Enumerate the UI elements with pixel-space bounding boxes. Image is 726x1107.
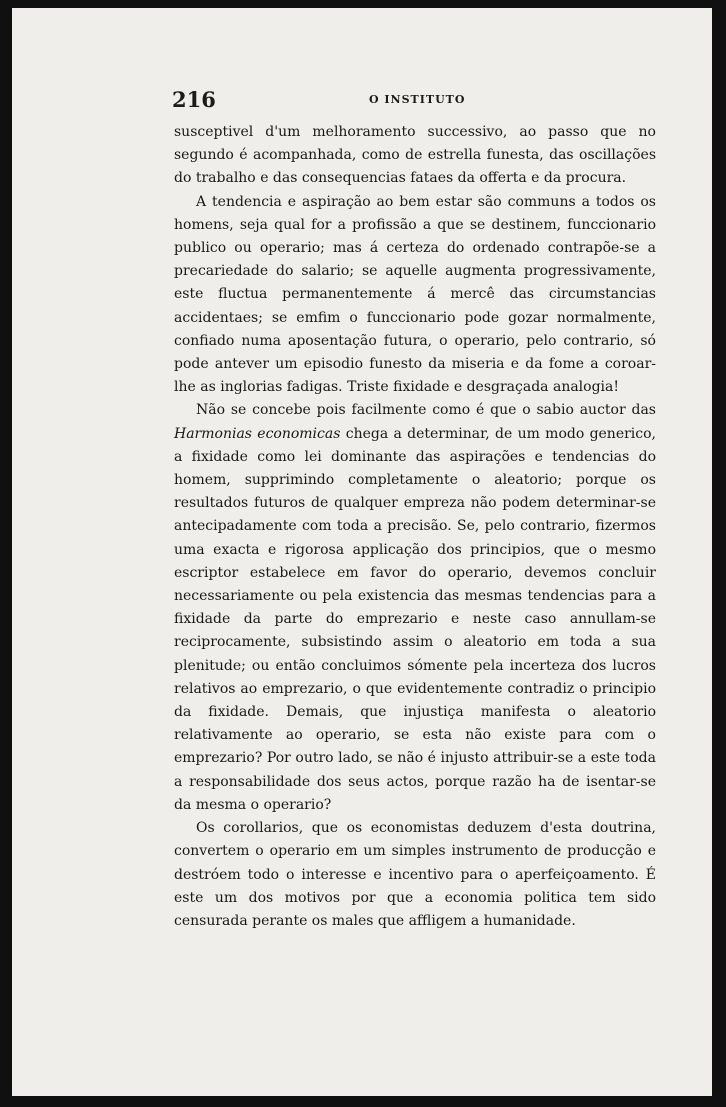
- paragraph-continuation: susceptivel d'um melhoramento successivo, ao passo que no segundo é acompanhada, como de estrella funesta, das oscillações do trabalho e das consequencias fataes da offerta e da procura.: [174, 124, 656, 187]
- paragraph-aspiration: A tendencia e aspiração ao bem estar são communs a todos os homens, seja qual for a profissão a que se destinem, funccionario publico ou operario; mas á certeza do ordenado contrapõe-se a precariedade do salario; se aquelle augmenta progressivamente, este fluctua permanentemente á mercê das circumstancias accidentaes; se emfim o funccionario pode gozar normalmente, confiado numa aposentação futura, o operario, pelo contrario, só pode antever um episodio funesto da miseria e da fome a coroar-lhe as inglorias fadigas. Triste fixidade e desgraçada analogia!: [174, 193, 656, 396]
- page-header: [172, 87, 662, 117]
- book-page: [12, 8, 712, 1096]
- body-text: [174, 121, 656, 933]
- paragraph-harmonias-rest: chega a determinar, de um modo generico, a fixidade como lei dominante das aspirações e tendencias do homem, supprimindo completamente o aleatorio; porque os resultados futuros de qualquer empreza não podem determinar-se antecipadamente com toda a precisão. Se, pelo contrario, fizermos uma exacta e rigorosa applicação dos principios, que o mesmo escriptor estabelece em favor do operario, devemos concluir necessariamente ou pela existencia das mesmas tendencias para a fixidade da parte do emprezario e neste caso annullam-se reciprocamente, subsistindo assim o aleatorio em toda a sua plenitude; ou então concluimos sómente pela incerteza dos lucros relativos ao emprezario, o que evidentemente contradiz o principio da fixidade. Demais, que injustiça manifesta o aleatorio relativamente ao operario, se esta não existe para com o emprezario? Por outro lado, se não é injusto attribuir-se a este toda a responsabilidade dos seus actos, porque razão ha de isentar-se da mesma o operario?: [174, 425, 657, 813]
- page-number: 216: [172, 87, 216, 112]
- paragraph-harmonias-start: Não se concebe pois facilmente como é que o sabio auctor das: [196, 402, 656, 419]
- paragraph-harmonias: [174, 399, 656, 817]
- paragraph-corollarios: Os corollarios, que os economistas deduzem d'esta doutrina, convertem o operario em um simples instrumento de producção e destróem todo o interesse e incentivo para o aperfeiçoamento. É este um dos motivos por que a economia politica tem sido censurada perante os males que affligem a humanidade.: [174, 820, 656, 929]
- book-title-italic: Harmonias economicas: [174, 425, 341, 442]
- running-title: O INSTITUTO: [369, 93, 466, 106]
